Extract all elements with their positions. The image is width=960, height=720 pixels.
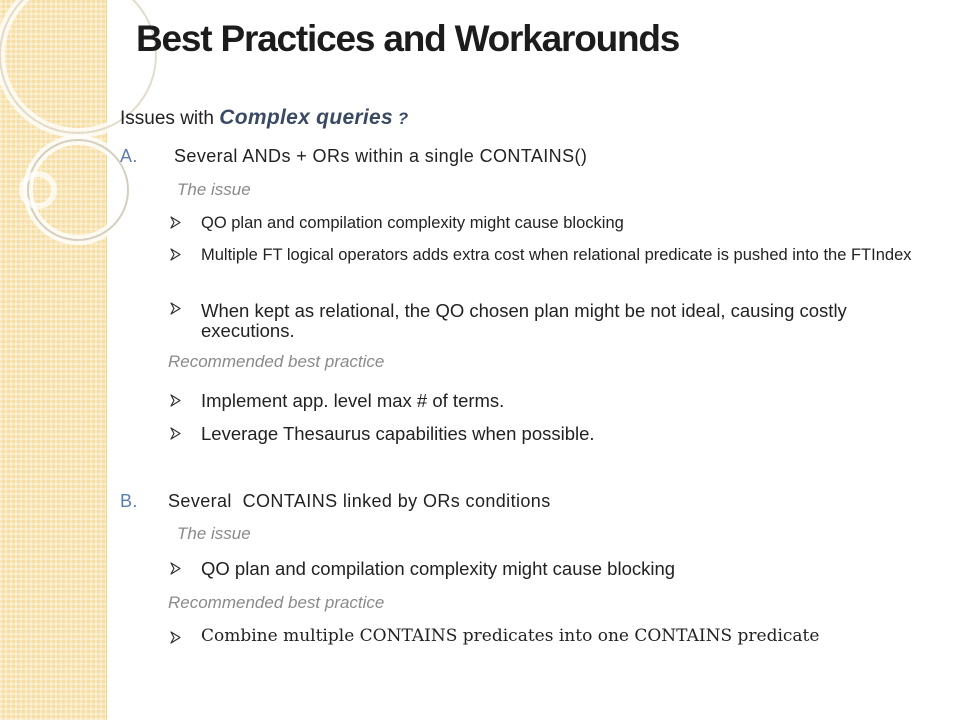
list-item (170, 215, 940, 231)
arrow-bullet-icon (170, 302, 181, 315)
section-a-marker: A. (120, 146, 138, 166)
slide-title: Best Practices and Workarounds (136, 18, 680, 59)
list-item-text: QO plan and compilation complexity might cause blocking (201, 214, 624, 232)
list-item-text: Implement app. level max # of terms. (201, 390, 505, 411)
section-b-heading-text: Several CONTAINS linked by ORs conditions (168, 491, 551, 511)
list-item-text: Multiple FT logical operators adds extra cost when relational predicate is pushed into the FTIndex (201, 246, 912, 264)
arrow-bullet-icon (170, 248, 181, 261)
section-a-heading-text: Several ANDs + ORs within a single CONTAINS() (174, 146, 588, 166)
list-item-text: Leverage Thesaurus capabilities when possible. (201, 423, 595, 444)
section-a-heading (120, 146, 587, 167)
arrow-bullet-icon (170, 216, 181, 229)
list-item (170, 247, 940, 263)
arrow-bullet-icon (170, 394, 181, 407)
lead-emphasis: Complex queries (219, 106, 393, 129)
list-item-text: When kept as relational, the QO chosen plan might be not ideal, causing costly executions. (201, 300, 847, 341)
section-b-heading (120, 491, 551, 512)
arrow-bullet-icon (170, 427, 181, 440)
lead-suffix: ? (393, 109, 409, 128)
arrow-bullet-icon (170, 562, 181, 575)
section-a-practice-label: Recommended best practice (168, 352, 385, 371)
lead-line (120, 106, 408, 130)
list-item-text: Combine multiple CONTAINS predicates into one CONTAINS predicate (201, 626, 820, 646)
list-item (170, 559, 940, 579)
list-item-text: QO plan and compilation complexity might cause blocking (201, 558, 676, 579)
arrow-bullet-icon (170, 631, 181, 644)
list-item (170, 628, 940, 644)
lead-prefix: Issues with (120, 108, 220, 129)
section-b-issue-label: The issue (177, 524, 251, 543)
section-b-practice-label: Recommended best practice (168, 593, 385, 612)
list-item (170, 301, 940, 341)
section-a-issue-label: The issue (177, 180, 251, 199)
list-item (170, 391, 940, 411)
section-b-marker: B. (120, 491, 138, 511)
list-item (170, 424, 940, 444)
